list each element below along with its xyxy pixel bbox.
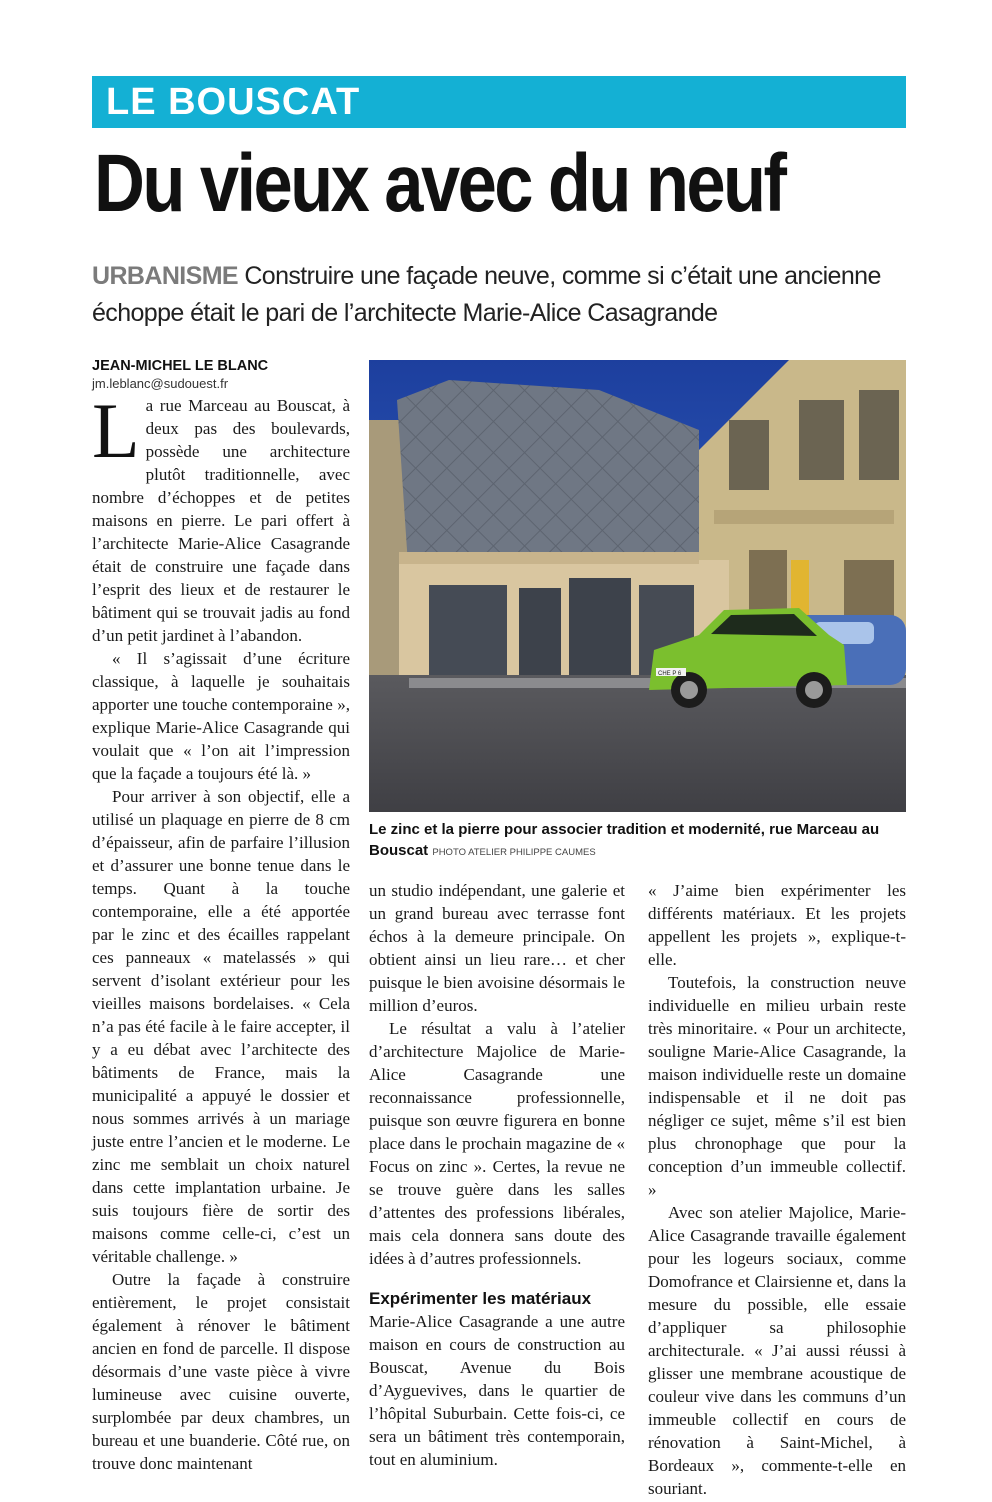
section-banner [92,76,906,128]
article-photo [369,360,906,812]
paragraph-9: Toutefois, la construction neuve individuelle en milieu urbain reste très minoritaire. « Pour un architecte, souligne Marie-Alice Casagrande, la maison individuelle reste un domaine indispensable et il ne doit pas négliger ce sujet, même s’il est bien plus chronophage que pour la conception d’un immeuble collectif. » [648,973,906,1199]
deck [92,258,922,332]
paragraph-2: « Il s’agissait d’une écriture classique, à laquelle je souhaitais apporter une touche contemporaine », explique Marie-Alice Casagrande qui voulait que « l’on ait l’impression que la façade a toujours été là. » [92,649,350,783]
caption-text: Le zinc et la pierre pour associer tradition et modernité, rue Marceau au Bouscat [369,821,880,859]
paragraph-10: Avec son atelier Majolice, Marie-Alice Casagrande travaille également pour les logeurs sociaux, comme Domofrance et Clairsienne et, dans la mesure du possible, elle essaie d’appliquer sa philosophie architecturale. « J’ai aussi réussi à glisser une membrane acoustique de couleur vive dans les communs d’un immeuble collectif en cours de rénovation à Saint-Michel, à Bordeaux », commente-t-elle en souriant. [648,1203,906,1498]
license-plate: CHE P 6 [658,671,682,677]
photo-credit: PHOTO ATELIER PHILIPPE CAUMES [432,847,596,858]
paragraph-6: Le résultat a valu à l’atelier d’architecture Majolice de Marie-Alice Casagrande une reconnaissance professionnelle, puisque son œuvre figurera en bonne place dans le prochain magazine de « Focus on zinc ». Certes, la revue ne se trouve guère dans les salles d’attentes des professions libérales, mais cela donnera sans doute des idées à d’autres professionnels. [369,1019,625,1268]
photo-caption [369,819,909,861]
paragraph-1-text: a rue Marceau au Bouscat, à deux pas des boulevards, possède une architecture plutôt traditionnelle, avec nombre d’échoppes et de petites maisons en pierre. Le pari offert à l’architecte Marie-Alice Casagrande était de construire une façade dans l’esprit des lieux et de restaurer le bâtiment qui se trouvait jadis au fond d’un petit jardinet à l’abandon. [92,396,350,645]
subheading: Expérimenter les matériaux [369,1289,592,1308]
column-2 [369,879,625,1471]
paragraph-3: Pour arriver à son objectif, elle a utilisé un plaquage en pierre de 8 cm d’épaisseur, afin de parfaire l’illusion et d’assurer une bonne tenue dans le temps. Quant à la touche contemporaine, elle a été apportée par le zinc et des écailles rappelant ces panneaux « matelassés » qui servent d’isolant extérieur pour les vieilles maisons bordelaises. « Cela n’a pas été facile à le faire accepter, il y a eu débat avec l’architecte des bâtiments de France, mais la municipalité a appuyé le dossier et nous sommes arrivés à un mariage juste entre l’ancien et le moderne. Le zinc me semblait un choix naturel dans cette implantation urbaine. Je suis toujours fière de sortir des maisons comme celle-ci, c’est un véritable challenge. » [92,787,350,1266]
headline: Du vieux avec du neuf [94,138,785,229]
section-label: LE BOUSCAT [106,81,361,123]
byline-email: jm.leblanc@sudouest.fr [92,376,229,391]
paragraph-8: « J’aime bien expérimenter les différents matériaux. Et les projets appellent les projets », explique-t-elle. [648,881,906,969]
column-3 [648,879,906,1500]
paragraph-5: un studio indépendant, une galerie et un grand bureau avec terrasse font échos à la demeure principale. On obtient ainsi un lieu rare… et cher puisque le bien avoisine désormais le million d’euros. [369,881,625,1015]
drop-cap: L [92,387,140,474]
deck-text: Construire une façade neuve, comme si c’était une ancienne échoppe était le pari de l’architecte Marie-Alice Casagrande [92,262,881,327]
building-street-photo-icon [369,360,906,812]
paragraph-7: Marie-Alice Casagrande a une autre maison en cours de construction au Bouscat, Avenue du Bois d’Ayguevives, dans le quartier de l’hôpital Suburbain. Cette fois-ci, ce sera un bâtiment très contemporain, tout en aluminium. [369,1312,625,1469]
paragraph-1 [92,387,350,647]
byline-author: JEAN-MICHEL LE BLANC [92,358,269,374]
deck-kicker: URBANISME [92,262,238,290]
paragraph-4: Outre la façade à construire entièrement, le projet consistait également à rénover le bâtiment ancien en fond de parcelle. Il dispose désormais d’une vaste pièce à vivre lumineuse avec cuisine ouverte, surplombée par deux chambres, un bureau et une buanderie. Côté rue, on trouve donc maintenant [92,1270,350,1473]
column-1 [92,387,350,1475]
